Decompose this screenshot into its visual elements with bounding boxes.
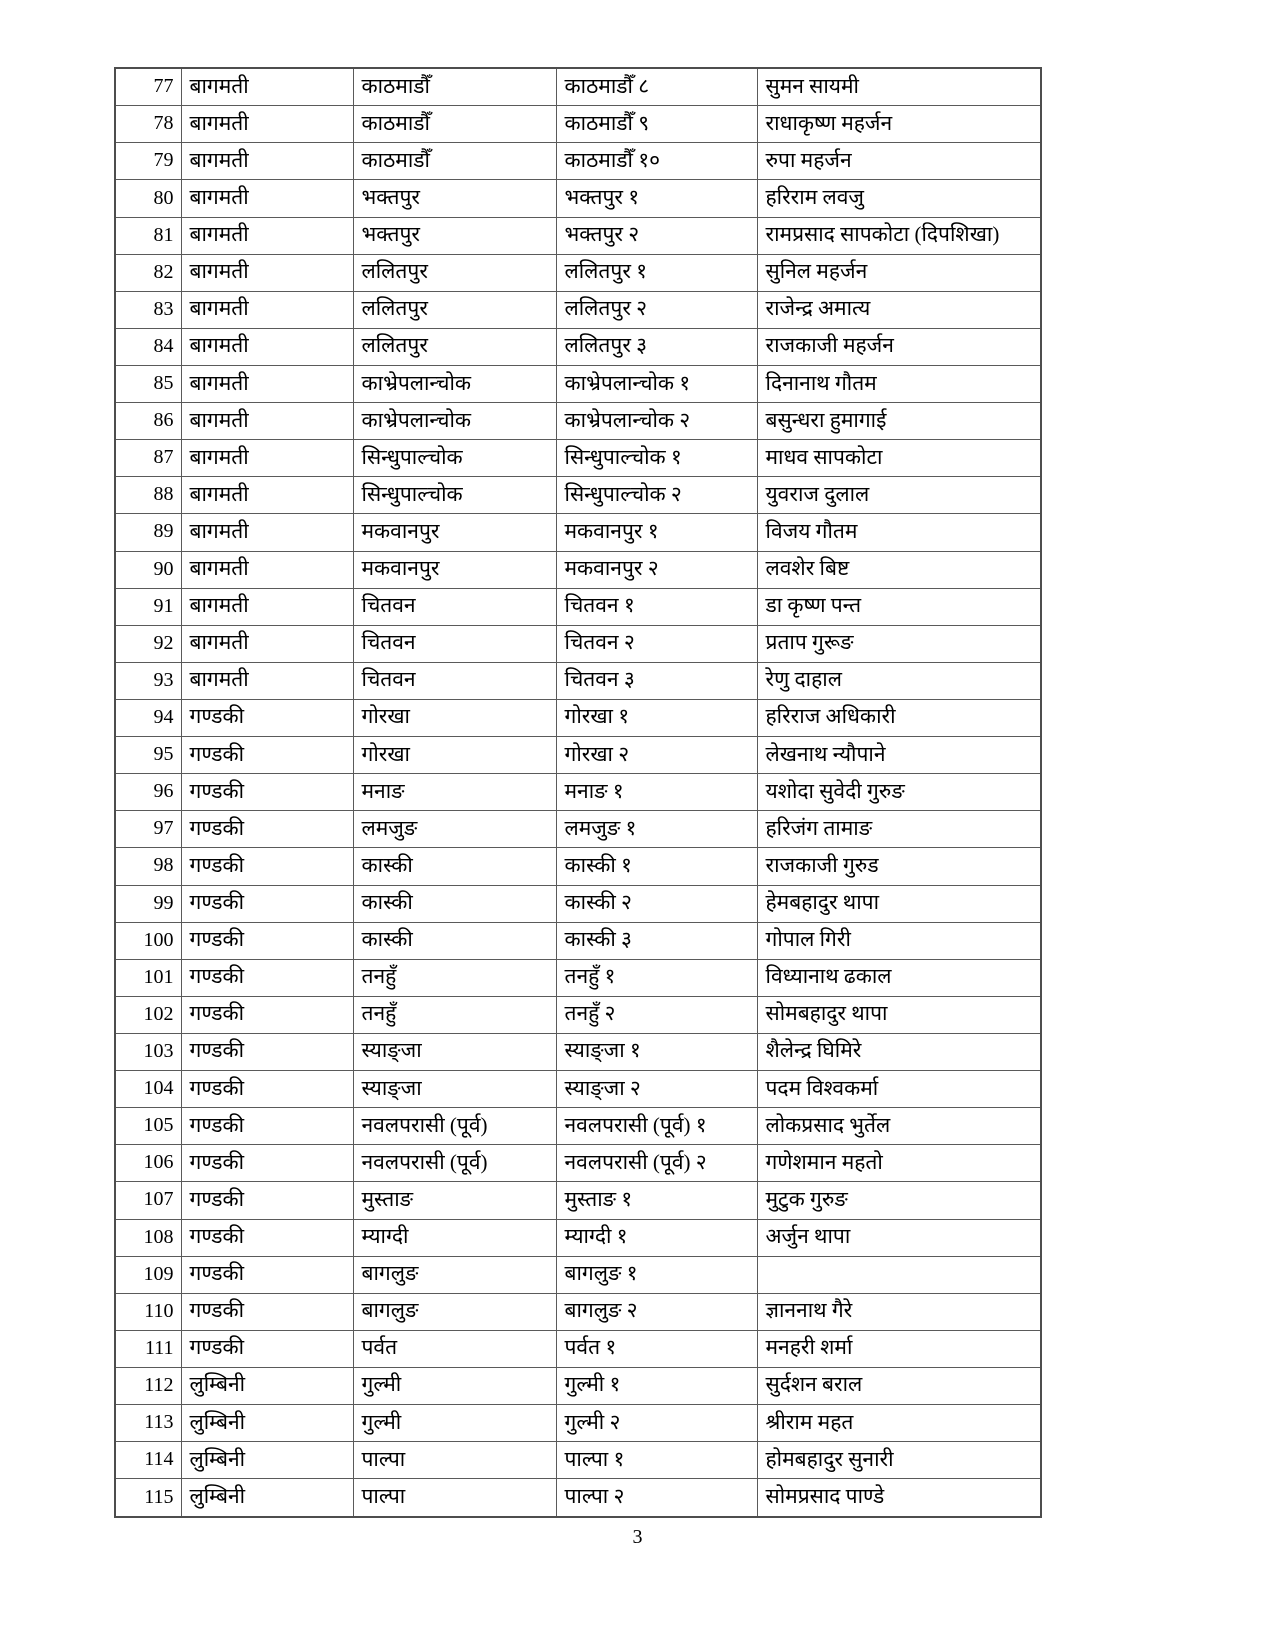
- constituency-cell: काठमाडौँ ९: [556, 106, 757, 143]
- constituency-cell: गुल्मी २: [556, 1405, 757, 1442]
- district-cell: कास्की: [353, 848, 556, 885]
- candidate-name-cell: राजकाजी गुरुड: [757, 848, 1041, 885]
- province-cell: लुम्बिनी: [181, 1479, 353, 1517]
- constituency-cell: भक्तपुर २: [556, 217, 757, 254]
- province-cell: गण्डकी: [181, 774, 353, 811]
- candidate-name-cell: गोपाल गिरी: [757, 922, 1041, 959]
- constituency-cell: मनाङ १: [556, 774, 757, 811]
- serial-cell: 108: [115, 1219, 181, 1256]
- constituency-cell: काठमाडौँ ८: [556, 68, 757, 106]
- district-cell: मनाङ: [353, 774, 556, 811]
- serial-cell: 86: [115, 403, 181, 440]
- table-row: [115, 1033, 1041, 1070]
- district-cell: मकवानपुर: [353, 551, 556, 588]
- candidate-name-cell: राधाकृष्ण महर्जन: [757, 106, 1041, 143]
- table-row: [115, 737, 1041, 774]
- candidate-name-cell: सुनिल महर्जन: [757, 254, 1041, 291]
- constituency-cell: ललितपुर १: [556, 254, 757, 291]
- candidate-name-cell: होमबहादुर सुनारी: [757, 1442, 1041, 1479]
- province-cell: गण्डकी: [181, 1256, 353, 1293]
- province-cell: गण्डकी: [181, 1108, 353, 1145]
- province-cell: बागमती: [181, 403, 353, 440]
- candidate-name-cell: विध्यानाथ ढकाल: [757, 959, 1041, 996]
- district-cell: तनहुँ: [353, 959, 556, 996]
- district-cell: तनहुँ: [353, 996, 556, 1033]
- district-cell: गुल्मी: [353, 1367, 556, 1404]
- constituency-cell: बागलुङ २: [556, 1293, 757, 1330]
- serial-cell: 80: [115, 180, 181, 217]
- candidate-name-cell: बसुन्धरा हुमागाई: [757, 403, 1041, 440]
- table-row: [115, 440, 1041, 477]
- serial-cell: 103: [115, 1033, 181, 1070]
- district-cell: चितवन: [353, 662, 556, 699]
- province-cell: गण्डकी: [181, 1145, 353, 1182]
- table-row: [115, 1071, 1041, 1108]
- district-cell: काभ्रेपलान्चोक: [353, 403, 556, 440]
- district-cell: पाल्पा: [353, 1442, 556, 1479]
- district-cell: ललितपुर: [353, 291, 556, 328]
- constituency-cell: मकवानपुर १: [556, 514, 757, 551]
- district-cell: सिन्धुपाल्चोक: [353, 477, 556, 514]
- province-cell: बागमती: [181, 143, 353, 180]
- district-cell: मुस्ताङ: [353, 1182, 556, 1219]
- serial-cell: 109: [115, 1256, 181, 1293]
- candidate-name-cell: हेमबहादुर थापा: [757, 885, 1041, 922]
- district-cell: काठमाडौँ: [353, 106, 556, 143]
- province-cell: बागमती: [181, 366, 353, 403]
- candidate-name-cell: शैलेन्द्र घिमिरे: [757, 1033, 1041, 1070]
- table-row: [115, 1219, 1041, 1256]
- constituency-cell: सिन्धुपाल्चोक २: [556, 477, 757, 514]
- candidate-name-cell: हरिजंग तामाङ: [757, 811, 1041, 848]
- constituency-cell: लमजुङ १: [556, 811, 757, 848]
- constituency-cell: चितवन २: [556, 625, 757, 662]
- serial-cell: 115: [115, 1479, 181, 1517]
- table-row: [115, 774, 1041, 811]
- district-cell: कास्की: [353, 922, 556, 959]
- district-cell: कास्की: [353, 885, 556, 922]
- candidate-name-cell: राजकाजी महर्जन: [757, 328, 1041, 365]
- serial-cell: 106: [115, 1145, 181, 1182]
- constituency-cell: काठमाडौँ १०: [556, 143, 757, 180]
- province-cell: गण्डकी: [181, 811, 353, 848]
- constituency-cell: नवलपरासी (पूर्व) २: [556, 1145, 757, 1182]
- district-cell: गोरखा: [353, 699, 556, 736]
- serial-cell: 81: [115, 217, 181, 254]
- candidate-name-cell: प्रताप गुरूङ: [757, 625, 1041, 662]
- table-row: [115, 1145, 1041, 1182]
- constituency-cell: कास्की २: [556, 885, 757, 922]
- serial-cell: 83: [115, 291, 181, 328]
- province-cell: बागमती: [181, 625, 353, 662]
- serial-cell: 93: [115, 662, 181, 699]
- district-cell: नवलपरासी (पूर्व): [353, 1108, 556, 1145]
- candidate-name-cell: लेखनाथ न्यौपाने: [757, 737, 1041, 774]
- candidate-name-cell: सोमबहादुर थापा: [757, 996, 1041, 1033]
- constituency-cell: पाल्पा २: [556, 1479, 757, 1517]
- table-row: [115, 699, 1041, 736]
- province-cell: बागमती: [181, 328, 353, 365]
- constituency-cell: स्याङ्जा १: [556, 1033, 757, 1070]
- province-cell: गण्डकी: [181, 1219, 353, 1256]
- district-cell: गुल्मी: [353, 1405, 556, 1442]
- serial-cell: 79: [115, 143, 181, 180]
- table-row: [115, 662, 1041, 699]
- constituency-cell: गुल्मी १: [556, 1367, 757, 1404]
- table-row: [115, 1405, 1041, 1442]
- table-row: [115, 477, 1041, 514]
- constituency-cell: काभ्रेपलान्चोक २: [556, 403, 757, 440]
- table-row: [115, 1367, 1041, 1404]
- table-body: [115, 68, 1041, 1517]
- table-row: [115, 68, 1041, 106]
- candidate-name-cell: लवशेर बिष्ट: [757, 551, 1041, 588]
- province-cell: गण्डकी: [181, 1293, 353, 1330]
- table-row: [115, 1293, 1041, 1330]
- candidate-name-cell: दिनानाथ गौतम: [757, 366, 1041, 403]
- page-number: 3: [632, 1526, 643, 1548]
- province-cell: बागमती: [181, 662, 353, 699]
- district-cell: पाल्पा: [353, 1479, 556, 1517]
- table-row: [115, 180, 1041, 217]
- table-row: [115, 588, 1041, 625]
- province-cell: बागमती: [181, 551, 353, 588]
- candidate-name-cell: श्रीराम महत: [757, 1405, 1041, 1442]
- province-cell: गण्डकी: [181, 1330, 353, 1367]
- constituency-cell: म्याग्दी १: [556, 1219, 757, 1256]
- serial-cell: 91: [115, 588, 181, 625]
- serial-cell: 94: [115, 699, 181, 736]
- candidate-name-cell: माधव सापकोटा: [757, 440, 1041, 477]
- candidate-name-cell: पदम विश्वकर्मा: [757, 1071, 1041, 1108]
- serial-cell: 114: [115, 1442, 181, 1479]
- district-cell: स्याङ्जा: [353, 1071, 556, 1108]
- constituency-cell: भक्तपुर १: [556, 180, 757, 217]
- district-cell: बागलुङ: [353, 1256, 556, 1293]
- serial-cell: 78: [115, 106, 181, 143]
- district-cell: स्याङ्जा: [353, 1033, 556, 1070]
- province-cell: लुम्बिनी: [181, 1442, 353, 1479]
- candidate-name-cell: सोमप्रसाद पाण्डे: [757, 1479, 1041, 1517]
- table-row: [115, 1330, 1041, 1367]
- constituency-cell: काभ्रेपलान्चोक १: [556, 366, 757, 403]
- table-row: [115, 885, 1041, 922]
- district-cell: लमजुङ: [353, 811, 556, 848]
- serial-cell: 95: [115, 737, 181, 774]
- serial-cell: 105: [115, 1108, 181, 1145]
- constituency-cell: पाल्पा १: [556, 1442, 757, 1479]
- serial-cell: 104: [115, 1071, 181, 1108]
- table-row: [115, 366, 1041, 403]
- table-row: [115, 811, 1041, 848]
- candidates-table: [114, 67, 1042, 1518]
- candidate-name-cell: रामप्रसाद सापकोटा (दिपशिखा): [757, 217, 1041, 254]
- district-cell: चितवन: [353, 588, 556, 625]
- district-cell: बागलुङ: [353, 1293, 556, 1330]
- district-cell: मकवानपुर: [353, 514, 556, 551]
- constituency-cell: मकवानपुर २: [556, 551, 757, 588]
- province-cell: बागमती: [181, 68, 353, 106]
- province-cell: गण्डकी: [181, 885, 353, 922]
- table-row: [115, 848, 1041, 885]
- table-row: [115, 403, 1041, 440]
- province-cell: गण्डकी: [181, 922, 353, 959]
- table-row: [115, 514, 1041, 551]
- province-cell: गण्डकी: [181, 737, 353, 774]
- district-cell: पर्वत: [353, 1330, 556, 1367]
- province-cell: बागमती: [181, 440, 353, 477]
- province-cell: गण्डकी: [181, 959, 353, 996]
- table-row: [115, 1479, 1041, 1517]
- district-cell: ललितपुर: [353, 254, 556, 291]
- serial-cell: 112: [115, 1367, 181, 1404]
- province-cell: गण्डकी: [181, 1071, 353, 1108]
- constituency-cell: गोरखा २: [556, 737, 757, 774]
- serial-cell: 113: [115, 1405, 181, 1442]
- serial-cell: 96: [115, 774, 181, 811]
- province-cell: बागमती: [181, 477, 353, 514]
- serial-cell: 85: [115, 366, 181, 403]
- district-cell: काठमाडौँ: [353, 68, 556, 106]
- candidate-name-cell: अर्जुन थापा: [757, 1219, 1041, 1256]
- table-row: [115, 1108, 1041, 1145]
- table-row: [115, 996, 1041, 1033]
- serial-cell: 99: [115, 885, 181, 922]
- province-cell: बागमती: [181, 106, 353, 143]
- district-cell: म्याग्दी: [353, 1219, 556, 1256]
- district-cell: गोरखा: [353, 737, 556, 774]
- district-cell: काभ्रेपलान्चोक: [353, 366, 556, 403]
- constituency-cell: ललितपुर ३: [556, 328, 757, 365]
- district-cell: ललितपुर: [353, 328, 556, 365]
- province-cell: लुम्बिनी: [181, 1405, 353, 1442]
- serial-cell: 110: [115, 1293, 181, 1330]
- candidate-name-cell: रुपा महर्जन: [757, 143, 1041, 180]
- table-row: [115, 106, 1041, 143]
- constituency-cell: मुस्ताङ १: [556, 1182, 757, 1219]
- district-cell: काठमाडौँ: [353, 143, 556, 180]
- constituency-cell: गोरखा १: [556, 699, 757, 736]
- candidate-name-cell: मनहरी शर्मा: [757, 1330, 1041, 1367]
- table-row: [115, 291, 1041, 328]
- constituency-cell: चितवन १: [556, 588, 757, 625]
- candidate-name-cell: विजय गौतम: [757, 514, 1041, 551]
- constituency-cell: नवलपरासी (पूर्व) १: [556, 1108, 757, 1145]
- candidate-name-cell: युवराज दुलाल: [757, 477, 1041, 514]
- candidate-name-cell: हरिराम लवजु: [757, 180, 1041, 217]
- candidate-name-cell: मुटुक गुरुङ: [757, 1182, 1041, 1219]
- table-row: [115, 1442, 1041, 1479]
- table-row: [115, 922, 1041, 959]
- candidate-name-cell: ज्ञाननाथ गैरे: [757, 1293, 1041, 1330]
- table-row: [115, 254, 1041, 291]
- province-cell: बागमती: [181, 291, 353, 328]
- table-row: [115, 551, 1041, 588]
- serial-cell: 92: [115, 625, 181, 662]
- province-cell: गण्डकी: [181, 996, 353, 1033]
- province-cell: गण्डकी: [181, 1033, 353, 1070]
- constituency-cell: स्याङ्जा २: [556, 1071, 757, 1108]
- table-row: [115, 328, 1041, 365]
- serial-cell: 82: [115, 254, 181, 291]
- serial-cell: 88: [115, 477, 181, 514]
- serial-cell: 102: [115, 996, 181, 1033]
- candidate-name-cell: सुर्दशन बराल: [757, 1367, 1041, 1404]
- constituency-cell: सिन्धुपाल्चोक १: [556, 440, 757, 477]
- province-cell: बागमती: [181, 588, 353, 625]
- province-cell: बागमती: [181, 217, 353, 254]
- table-row: [115, 217, 1041, 254]
- constituency-cell: तनहुँ २: [556, 996, 757, 1033]
- district-cell: चितवन: [353, 625, 556, 662]
- candidate-name-cell: सुमन सायमी: [757, 68, 1041, 106]
- constituency-cell: चितवन ३: [556, 662, 757, 699]
- serial-cell: 111: [115, 1330, 181, 1367]
- candidate-name-cell: हरिराज अधिकारी: [757, 699, 1041, 736]
- province-cell: बागमती: [181, 514, 353, 551]
- table-row: [115, 1256, 1041, 1293]
- candidate-name-cell: गणेशमान महतो: [757, 1145, 1041, 1182]
- province-cell: बागमती: [181, 180, 353, 217]
- constituency-cell: ललितपुर २: [556, 291, 757, 328]
- table-row: [115, 625, 1041, 662]
- serial-cell: 101: [115, 959, 181, 996]
- serial-cell: 87: [115, 440, 181, 477]
- constituency-cell: कास्की १: [556, 848, 757, 885]
- candidate-name-cell: [757, 1256, 1041, 1293]
- candidate-name-cell: रेणु दाहाल: [757, 662, 1041, 699]
- constituency-cell: पर्वत १: [556, 1330, 757, 1367]
- serial-cell: 84: [115, 328, 181, 365]
- province-cell: लुम्बिनी: [181, 1367, 353, 1404]
- constituency-cell: कास्की ३: [556, 922, 757, 959]
- serial-cell: 97: [115, 811, 181, 848]
- serial-cell: 89: [115, 514, 181, 551]
- province-cell: गण्डकी: [181, 699, 353, 736]
- serial-cell: 98: [115, 848, 181, 885]
- serial-cell: 77: [115, 68, 181, 106]
- candidate-name-cell: लोकप्रसाद भुर्तेल: [757, 1108, 1041, 1145]
- province-cell: बागमती: [181, 254, 353, 291]
- candidate-name-cell: यशोदा सुवेदी गुरुङ: [757, 774, 1041, 811]
- district-cell: भक्तपुर: [353, 180, 556, 217]
- constituency-cell: बागलुङ १: [556, 1256, 757, 1293]
- serial-cell: 100: [115, 922, 181, 959]
- table-row: [115, 143, 1041, 180]
- serial-cell: 107: [115, 1182, 181, 1219]
- province-cell: गण्डकी: [181, 848, 353, 885]
- constituency-cell: तनहुँ १: [556, 959, 757, 996]
- district-cell: नवलपरासी (पूर्व): [353, 1145, 556, 1182]
- district-cell: सिन्धुपाल्चोक: [353, 440, 556, 477]
- serial-cell: 90: [115, 551, 181, 588]
- table-row: [115, 959, 1041, 996]
- district-cell: भक्तपुर: [353, 217, 556, 254]
- candidate-name-cell: डा कृष्ण पन्त: [757, 588, 1041, 625]
- table-row: [115, 1182, 1041, 1219]
- candidate-name-cell: राजेन्द्र अमात्य: [757, 291, 1041, 328]
- province-cell: गण्डकी: [181, 1182, 353, 1219]
